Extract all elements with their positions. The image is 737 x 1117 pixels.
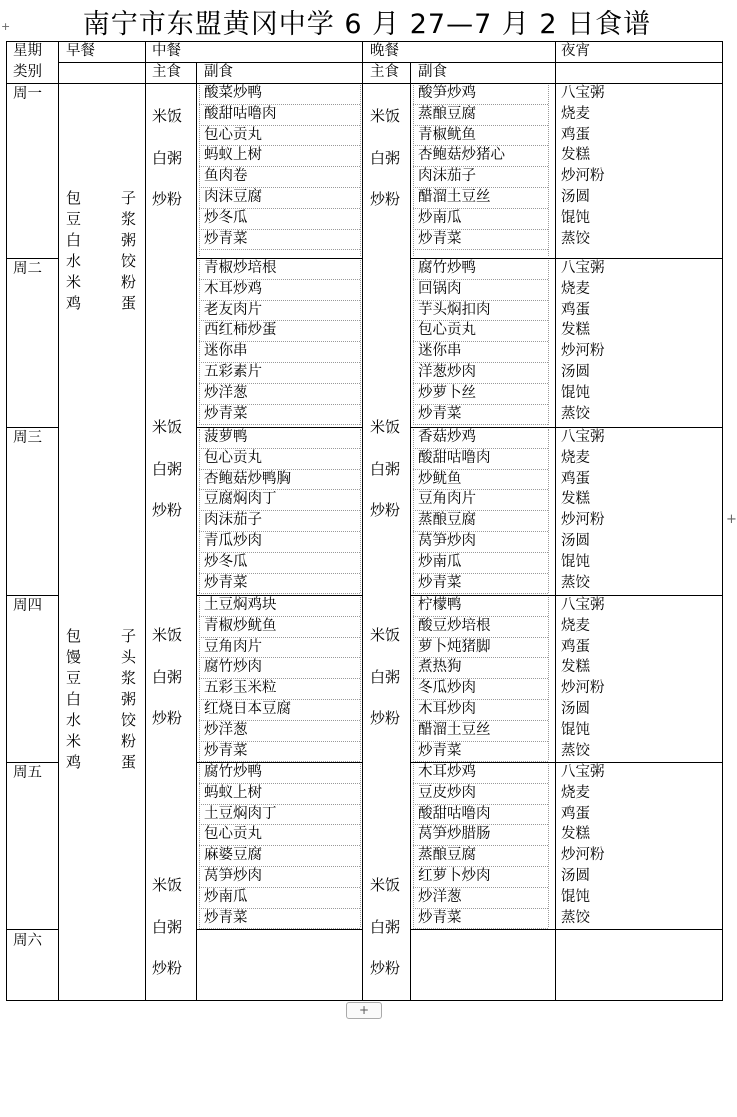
lunch-side-line	[199, 424, 360, 425]
night-snack: 八宝粥	[561, 85, 605, 101]
dinner-staple-list: 米饭 白粥 炒粉	[370, 418, 401, 520]
dinner-side-cell-edge	[413, 429, 414, 593]
night-snack: 发糕	[561, 322, 590, 339]
lunch-side-dish: 炒青菜	[204, 230, 248, 247]
header-weekday: 星期	[13, 43, 42, 59]
header-lunch: 中餐	[152, 43, 181, 59]
header-lunch-side: 副食	[204, 64, 233, 80]
lunch-staple-list: 米饭 白粥 炒粉	[152, 418, 183, 520]
night-snack: 炒河粉	[561, 847, 605, 864]
header-divider	[58, 62, 722, 63]
night-snack: 烧麦	[561, 617, 590, 634]
dinner-side-dish: 肉沫茄子	[418, 168, 476, 185]
column-divider	[145, 41, 146, 1000]
lunch-side-dish: 炒青菜	[204, 405, 248, 422]
row-divider	[410, 929, 722, 930]
table-border	[6, 41, 7, 1000]
lunch-side-line	[199, 249, 360, 250]
lunch-side-dish: 腐竹炒鸭	[204, 764, 262, 780]
lunch-side-dish: 炒洋葱	[204, 384, 248, 401]
lunch-side-dish: 炒冬瓜	[204, 553, 248, 570]
row-divider	[6, 258, 58, 259]
dinner-side-cell-edge	[548, 429, 549, 593]
night-snack: 发糕	[561, 659, 590, 676]
dinner-side-dish: 杏鲍菇炒猪心	[418, 147, 505, 164]
table-border	[6, 1000, 723, 1001]
night-snack: 蒸饺	[561, 742, 590, 759]
dinner-side-dish: 豆皮炒肉	[418, 784, 476, 801]
day-label: 周六	[13, 933, 42, 949]
dinner-side-dish: 冬瓜炒肉	[418, 680, 476, 697]
lunch-side-dish: 肉沫豆腐	[204, 189, 262, 205]
lunch-side-dish: 西红柿炒蛋	[204, 322, 277, 339]
header-breakfast: 早餐	[66, 43, 95, 59]
day-label: 周三	[13, 430, 42, 446]
night-snack: 鸡蛋	[561, 470, 590, 487]
lunch-side-dish: 炒青菜	[204, 574, 248, 591]
column-divider	[555, 41, 556, 1000]
lunch-side-dish: 炒青菜	[204, 909, 248, 926]
breakfast-right-1: 子 浆 粥 饺 粉 蛋	[121, 189, 137, 312]
day-label: 周一	[13, 86, 42, 102]
dinner-side-dish: 炒青菜	[418, 230, 462, 247]
dinner-side-dish: 迷你串	[418, 343, 462, 360]
dinner-side-dish: 蒸酿豆腐	[418, 847, 476, 864]
lunch-side-dish: 豆角肉片	[204, 638, 262, 655]
night-snack: 烧麦	[561, 784, 590, 801]
night-snack: 烧麦	[561, 280, 590, 297]
lunch-side-dish: 五彩素片	[204, 364, 262, 380]
night-snack: 蒸饺	[561, 909, 590, 926]
dinner-side-dish: 炒青菜	[418, 742, 462, 759]
night-snack: 馄饨	[561, 553, 590, 570]
dinner-side-dish: 莴笋炒腊肠	[418, 826, 491, 843]
lunch-side-cell-edge	[360, 85, 361, 256]
night-snack: 鸡蛋	[561, 638, 590, 655]
lunch-side-dish: 炒洋葱	[204, 721, 248, 738]
lunch-side-dish: 蚂蚁上树	[204, 784, 262, 801]
night-snack: 蒸饺	[561, 405, 590, 422]
dinner-side-dish: 腐竹炒鸭	[418, 260, 476, 276]
lunch-side-cell-edge	[360, 597, 361, 760]
dinner-side-dish: 炒青菜	[418, 405, 462, 422]
dinner-side-dish: 酸豆炒培根	[418, 617, 491, 634]
dinner-side-line	[413, 424, 548, 425]
lunch-side-dish: 包心贡丸	[204, 826, 262, 843]
dinner-staple-list: 米饭 白粥 炒粉	[370, 107, 401, 209]
table-border	[6, 41, 723, 42]
column-divider	[58, 41, 59, 1000]
night-snack: 馄饨	[561, 209, 590, 226]
night-snack: 汤圆	[561, 701, 590, 717]
dinner-side-dish: 炒青菜	[418, 574, 462, 591]
header-category: 类别	[13, 64, 42, 80]
dinner-side-dish: 煮热狗	[418, 659, 462, 676]
table-border	[722, 41, 723, 1000]
row-divider	[6, 929, 58, 930]
night-snack: 发糕	[561, 826, 590, 843]
table-anchor-icon[interactable]: +	[1, 20, 11, 33]
lunch-side-dish: 腐竹炒肉	[204, 659, 262, 676]
lunch-side-dish: 酸甜咕噜肉	[204, 105, 277, 122]
dinner-side-dish: 醋溜土豆丝	[418, 721, 491, 738]
lunch-side-dish: 迷你串	[204, 343, 248, 360]
night-snack: 炒河粉	[561, 512, 605, 529]
breakfast-right-2: 子 头 浆 粥 饺 粉 蛋	[121, 627, 137, 771]
header-dinner-staple: 主食	[370, 64, 399, 80]
header-dinner-side: 副食	[418, 64, 447, 80]
header-divider	[6, 83, 722, 84]
day-label: 周四	[13, 598, 42, 614]
dinner-side-dish: 芋头焖扣肉	[418, 301, 491, 318]
dinner-side-dish: 豆角肉片	[418, 491, 476, 508]
lunch-side-dish: 炒冬瓜	[204, 209, 248, 226]
lunch-side-dish: 木耳炒鸡	[204, 280, 262, 297]
dinner-side-dish: 青椒鱿鱼	[418, 126, 476, 143]
add-row-button[interactable]: +	[346, 1002, 382, 1019]
lunch-side-line	[199, 593, 360, 594]
night-snack: 汤圆	[561, 364, 590, 380]
lunch-side-dish: 莴笋炒肉	[204, 868, 262, 884]
lunch-side-dish: 炒南瓜	[204, 888, 248, 905]
lunch-side-dish: 土豆焖鸡块	[204, 597, 277, 613]
dinner-side-dish: 炒青菜	[418, 909, 462, 926]
lunch-side-dish: 包心贡丸	[204, 449, 262, 466]
night-snack: 蒸饺	[561, 230, 590, 247]
lunch-staple-list: 米饭 白粥 炒粉	[152, 107, 183, 209]
night-snack: 鸡蛋	[561, 805, 590, 822]
lunch-side-dish: 菠萝鸭	[204, 429, 248, 445]
dinner-side-dish: 回锅肉	[418, 280, 462, 297]
dinner-side-dish: 香菇炒鸡	[418, 429, 476, 445]
row-divider	[6, 427, 58, 428]
lunch-side-cell-edge	[199, 260, 200, 425]
night-snack: 烧麦	[561, 449, 590, 466]
dinner-side-dish: 萝卜炖猪脚	[418, 638, 491, 655]
lunch-side-dish: 五彩玉米粒	[204, 680, 277, 697]
page-title: 南宁市东盟黄冈中学 6 月 27—7 月 2 日食谱	[82, 9, 652, 40]
dinner-side-dish: 炒南瓜	[418, 209, 462, 226]
dinner-side-line	[413, 928, 548, 929]
dinner-side-dish: 酸甜咕噜肉	[418, 805, 491, 822]
dinner-side-cell-edge	[548, 260, 549, 425]
dinner-side-dish: 炒鱿鱼	[418, 470, 462, 487]
dinner-side-dish: 蒸酿豆腐	[418, 105, 476, 122]
lunch-side-dish: 土豆焖肉丁	[204, 805, 277, 822]
dinner-side-dish: 蒸酿豆腐	[418, 512, 476, 529]
night-snack: 发糕	[561, 491, 590, 508]
lunch-side-dish: 青瓜炒肉	[204, 533, 262, 549]
dinner-side-cell-edge	[548, 764, 549, 927]
dinner-side-cell-edge	[548, 85, 549, 256]
lunch-side-dish: 老友肉片	[204, 301, 262, 318]
day-label: 周二	[13, 261, 42, 277]
lunch-side-dish: 红烧日本豆腐	[204, 701, 291, 717]
dinner-side-dish: 炒洋葱	[418, 888, 462, 905]
add-column-button[interactable]: +	[726, 512, 737, 527]
dinner-side-cell-edge	[413, 260, 414, 425]
night-snack: 烧麦	[561, 105, 590, 122]
day-label: 周五	[13, 765, 42, 781]
lunch-side-cell-edge	[360, 764, 361, 927]
header-night: 夜宵	[561, 43, 590, 59]
column-divider	[362, 41, 363, 1000]
night-snack: 汤圆	[561, 189, 590, 205]
lunch-side-line	[199, 928, 360, 929]
column-divider	[196, 62, 197, 1000]
dinner-side-line	[413, 249, 548, 250]
lunch-side-dish: 肉沫茄子	[204, 512, 262, 529]
night-snack: 馄饨	[561, 384, 590, 401]
lunch-side-cell-edge	[199, 85, 200, 256]
dinner-side-dish: 洋葱炒肉	[418, 364, 476, 380]
lunch-side-dish: 鱼肉卷	[204, 168, 248, 185]
lunch-side-dish: 豆腐焖肉丁	[204, 491, 277, 508]
lunch-side-dish: 青椒炒鱿鱼	[204, 617, 277, 634]
dinner-side-dish: 红萝卜炒肉	[418, 868, 491, 884]
night-snack: 鸡蛋	[561, 301, 590, 318]
header-dinner: 晚餐	[370, 43, 399, 59]
dinner-staple-list: 米饭 白粥 炒粉	[370, 876, 401, 978]
lunch-side-dish: 蚂蚁上树	[204, 147, 262, 164]
night-snack: 八宝粥	[561, 429, 605, 445]
dinner-side-dish: 莴笋炒肉	[418, 533, 476, 549]
night-snack: 炒河粉	[561, 168, 605, 185]
lunch-side-cell-edge	[360, 260, 361, 425]
dinner-side-dish: 包心贡丸	[418, 322, 476, 339]
night-snack: 八宝粥	[561, 260, 605, 276]
night-snack: 蒸饺	[561, 574, 590, 591]
night-snack: 八宝粥	[561, 597, 605, 613]
dinner-side-dish: 炒萝卜丝	[418, 384, 476, 401]
night-snack: 八宝粥	[561, 764, 605, 780]
dinner-side-cell-edge	[548, 597, 549, 760]
lunch-side-cell-edge	[199, 429, 200, 593]
dinner-side-line	[413, 593, 548, 594]
breakfast-left-2: 包 馒 豆 白 水 米 鸡	[66, 627, 82, 771]
dinner-side-cell-edge	[413, 85, 414, 256]
row-divider	[6, 762, 58, 763]
column-divider	[410, 62, 411, 1000]
dinner-side-dish: 木耳炒鸡	[418, 764, 476, 780]
night-snack: 汤圆	[561, 868, 590, 884]
row-divider	[196, 929, 362, 930]
night-snack: 发糕	[561, 147, 590, 164]
dinner-side-dish: 酸笋炒鸡	[418, 85, 476, 101]
lunch-side-dish: 麻婆豆腐	[204, 847, 262, 864]
night-snack: 炒河粉	[561, 680, 605, 697]
breakfast-left-1: 包 豆 白 水 米 鸡	[66, 189, 82, 312]
night-snack: 馄饨	[561, 721, 590, 738]
lunch-side-cell-edge	[360, 429, 361, 593]
lunch-side-dish: 青椒炒培根	[204, 260, 277, 276]
lunch-side-dish: 炒青菜	[204, 742, 248, 759]
dinner-side-dish: 醋溜土豆丝	[418, 189, 491, 205]
lunch-side-dish: 杏鲍菇炒鸭胸	[204, 470, 291, 487]
night-snack: 馄饨	[561, 888, 590, 905]
dinner-side-dish: 炒南瓜	[418, 553, 462, 570]
lunch-staple-list: 米饭 白粥 炒粉	[152, 876, 183, 978]
dinner-side-dish: 酸甜咕噜肉	[418, 449, 491, 466]
dinner-side-dish: 木耳炒肉	[418, 701, 476, 717]
lunch-staple-list: 米饭 白粥 炒粉	[152, 626, 183, 728]
header-lunch-staple: 主食	[152, 64, 181, 80]
dinner-staple-list: 米饭 白粥 炒粉	[370, 626, 401, 728]
lunch-side-dish: 酸菜炒鸭	[204, 85, 262, 101]
night-snack: 炒河粉	[561, 343, 605, 360]
row-divider	[6, 595, 58, 596]
lunch-side-dish: 包心贡丸	[204, 126, 262, 143]
night-snack: 鸡蛋	[561, 126, 590, 143]
night-snack: 汤圆	[561, 533, 590, 549]
dinner-side-dish: 柠檬鸭	[418, 597, 462, 613]
